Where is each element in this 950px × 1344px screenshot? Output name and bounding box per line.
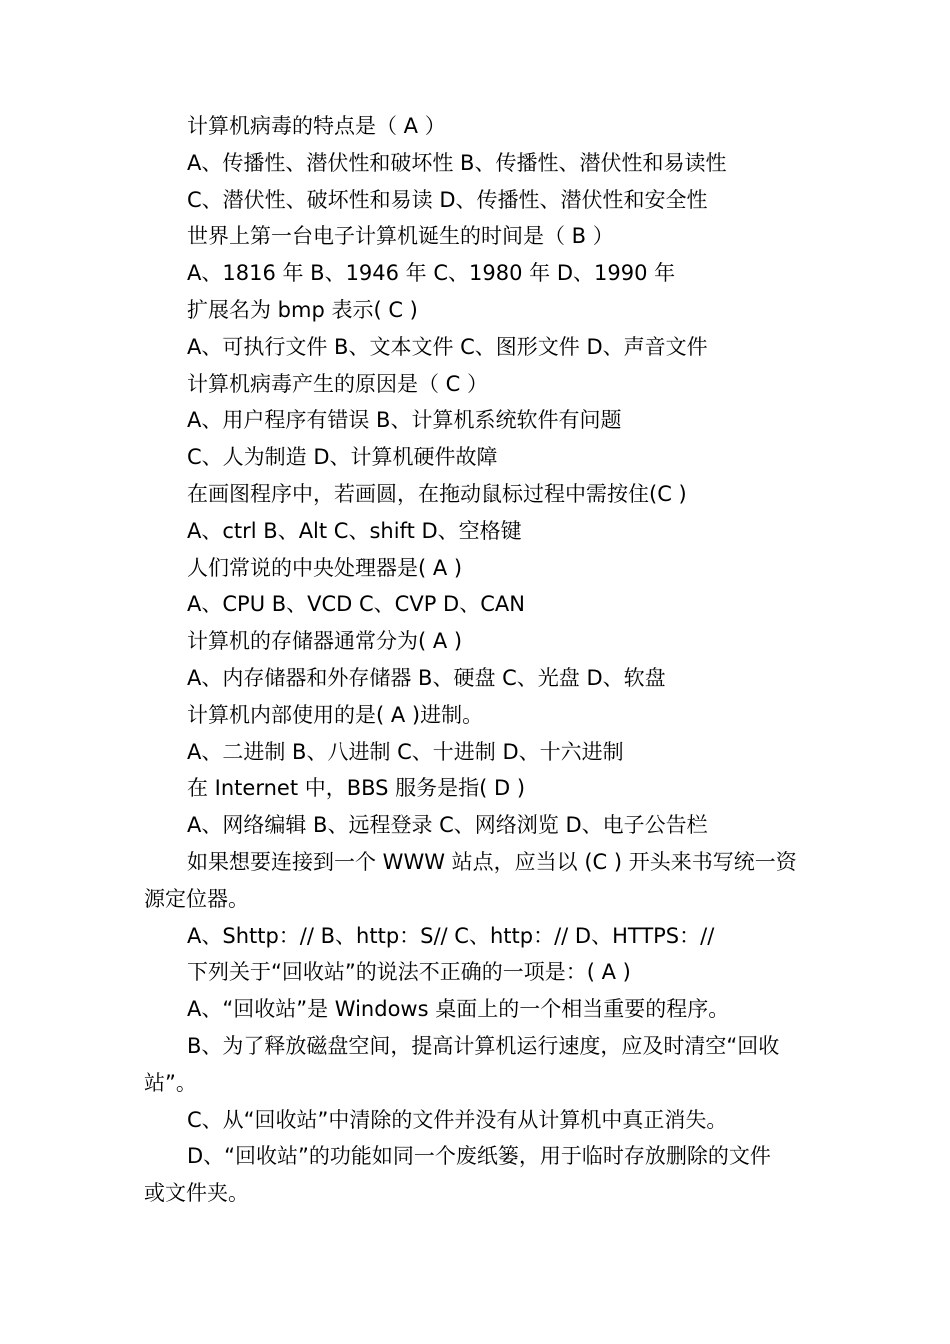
answer-options-line: A、CPU B、VCD C、CVP D、CAN xyxy=(187,592,525,617)
question-line: 计算机病毒产生的原因是（ C ） xyxy=(187,371,489,396)
question-line: 在 Internet 中，BBS 服务是指( D ) xyxy=(187,776,526,801)
question-line: 人们常说的中央处理器是( A ) xyxy=(187,555,463,580)
answer-options-line: A、用户程序有错误 B、计算机系统软件有问题 xyxy=(187,408,622,433)
question-line: 扩展名为 bmp 表示( C ) xyxy=(187,297,418,322)
answer-options-line: A、1816 年 B、1946 年 C、1980 年 D、1990 年 xyxy=(187,261,676,286)
answer-option-d: D、“回收站”的功能如同一个废纸篓，用于临时存放删除的文件 xyxy=(187,1144,771,1169)
answer-options-line: A、二进制 B、八进制 C、十进制 D、十六进制 xyxy=(187,739,624,764)
answer-options-line: A、ctrl B、Alt C、shift D、空格键 xyxy=(187,518,522,543)
answer-options-line: A、Shttp：// B、http：S// C、http：// D、HTTPS：// xyxy=(187,923,715,948)
question-line: 如果想要连接到一个 WWW 站点，应当以 (C ) 开头来书写统一资 xyxy=(187,849,797,874)
answer-option-b-continued: 站”。 xyxy=(144,1070,197,1095)
answer-option-c: C、从“回收站”中清除的文件并没有从计算机中真正消失。 xyxy=(187,1107,728,1132)
answer-options-line: C、人为制造 D、计算机硬件故障 xyxy=(187,445,498,470)
answer-options-line: A、可执行文件 B、文本文件 C、图形文件 D、声音文件 xyxy=(187,334,708,359)
question-line: 在画图程序中，若画圆，在拖动鼠标过程中需按住(C ) xyxy=(187,481,687,506)
question-line: 计算机的存储器通常分为( A ) xyxy=(187,629,463,654)
answer-option-d-continued: 或文件夹。 xyxy=(144,1181,249,1206)
answer-options-line: A、网络编辑 B、远程登录 C、网络浏览 D、电子公告栏 xyxy=(187,813,708,838)
answer-option-b: B、为了释放磁盘空间，提高计算机运行速度，应及时清空“回收 xyxy=(187,1033,780,1058)
document-body xyxy=(144,108,812,1212)
question-line-continued: 源定位器。 xyxy=(144,886,249,911)
question-line: 计算机内部使用的是( A )进制。 xyxy=(187,702,484,727)
answer-option-a: A、“回收站”是 Windows 桌面上的一个相当重要的程序。 xyxy=(187,997,730,1022)
answer-options-line: A、传播性、潜伏性和破坏性 B、传播性、潜伏性和易读性 xyxy=(187,150,727,175)
question-line: 下列关于“回收站”的说法不正确的一项是：( A ) xyxy=(187,960,631,985)
answer-options-line: A、内存储器和外存储器 B、硬盘 C、光盘 D、软盘 xyxy=(187,665,666,690)
question-line: 世界上第一台电子计算机诞生的时间是（ B ） xyxy=(187,224,614,249)
answer-options-line: C、潜伏性、破坏性和易读 D、传播性、潜伏性和安全性 xyxy=(187,187,708,212)
question-line: 计算机病毒的特点是（ A ） xyxy=(187,114,446,138)
